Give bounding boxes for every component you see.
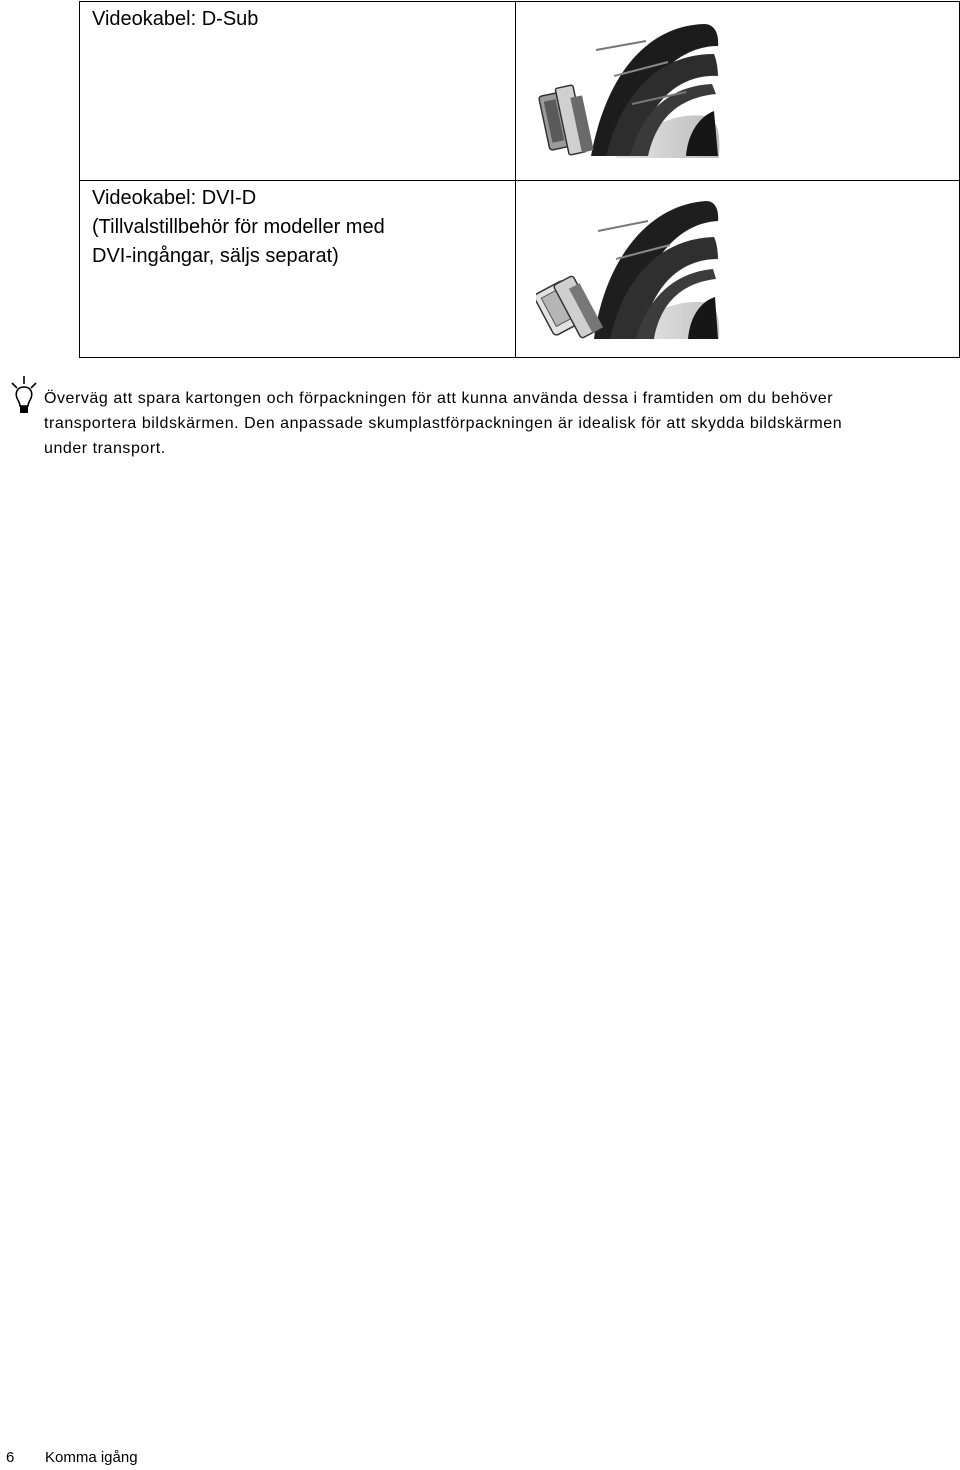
tip-text-line: transportera bildskärmen. Den anpassade skumplastförpackningen är idealisk för att skydda bildskärmen	[44, 415, 843, 432]
table-row	[80, 2, 960, 181]
tip-text	[44, 386, 842, 461]
dvi-d-cable-icon	[536, 193, 736, 353]
item-description-line: Videokabel: DVI-D	[92, 187, 257, 209]
item-description-line: Videokabel: D-Sub	[92, 8, 259, 30]
lightbulb-icon	[10, 375, 40, 415]
section-name: Komma igång	[45, 1449, 138, 1466]
item-description-cell	[80, 181, 516, 358]
item-image-cell	[516, 181, 960, 358]
tip-text-line: under transport.	[44, 440, 166, 457]
item-description-line: (Tillvalstillbehör för modeller med	[92, 216, 385, 238]
cable-table	[79, 1, 960, 358]
d-sub-cable-icon	[536, 16, 736, 176]
item-description-cell	[80, 2, 516, 181]
tip-text-line: Överväg att spara kartongen och förpackningen för att kunna använda dessa i framtiden om du behöver	[44, 390, 834, 407]
item-image-cell	[516, 2, 960, 181]
item-description-line: DVI-ingångar, säljs separat)	[92, 245, 339, 267]
page-number: 6	[6, 1449, 15, 1466]
table-row	[80, 181, 960, 358]
